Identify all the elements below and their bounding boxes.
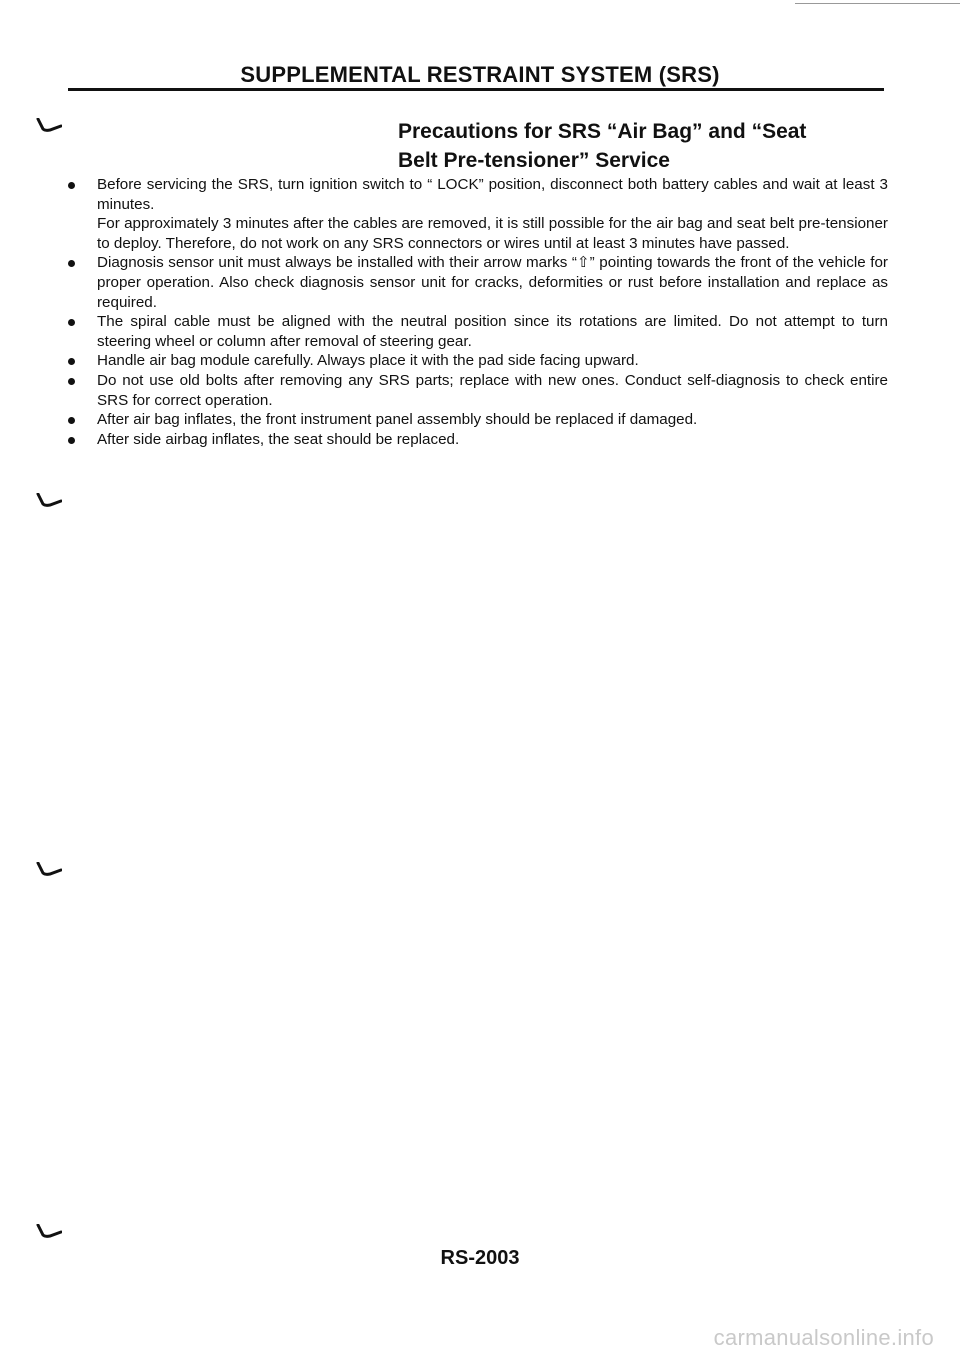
section-title-line-1: Precautions for SRS “Air Bag” and “Seat — [398, 120, 807, 143]
list-item — [68, 371, 888, 410]
list-item-text: Do not use old bolts after removing any SRS parts; replace with new ones. Conduct self-diagnosis to check entire SRS for correct operation. — [97, 371, 888, 409]
top-edge-rule — [795, 3, 960, 4]
hook-mark-icon — [36, 493, 62, 507]
hook-mark-icon — [36, 862, 62, 876]
page-number: RS-2003 — [440, 1247, 520, 1269]
section-title-line-2: Belt Pre-tensioner” Service — [398, 149, 670, 172]
bullet-dot-icon — [68, 417, 75, 424]
precaution-list — [68, 175, 888, 449]
bullet-dot-icon — [68, 358, 75, 365]
bullet-dot-icon — [68, 182, 75, 189]
header-rule — [68, 88, 884, 91]
list-item-text: Diagnosis sensor unit must always be installed with their arrow marks “⇧” pointing towards the front of the vehicle for proper operation. Also check diagnosis sensor unit for cracks, deformities or rust before installation and replace as required. — [97, 254, 888, 311]
list-item-text-continued: For approximately 3 minutes after the cables are removed, it is still possible for the air bag and seat belt pre-tensioner to deploy. Therefore, do not work on any SRS connectors or wires until at least 3 minutes have passed. — [97, 215, 888, 252]
list-item-text: After side airbag inflates, the seat should be replaced. — [97, 430, 460, 448]
list-item — [68, 175, 888, 253]
list-item-text: The spiral cable must be aligned with the neutral position since its rotations are limited. Do not attempt to turn steering wheel or column after removal of steering gear. — [97, 313, 888, 350]
list-item — [68, 430, 888, 450]
watermark: carmanualsonline.info — [713, 1325, 934, 1350]
bullet-dot-icon — [68, 437, 75, 444]
list-item — [68, 253, 888, 312]
list-item — [68, 312, 888, 351]
page-header-title: SUPPLEMENTAL RESTRAINT SYSTEM (SRS) — [240, 62, 720, 87]
list-item-text: Handle air bag module carefully. Always place it with the pad side facing upward. — [97, 352, 639, 370]
bullet-dot-icon — [68, 378, 75, 385]
list-item-text: Before servicing the SRS, turn ignition switch to “ LOCK” position, disconnect both battery cables and wait at least 3 minutes. — [97, 176, 888, 213]
list-item — [68, 410, 888, 430]
hook-mark-icon — [36, 118, 62, 132]
bullet-dot-icon — [68, 260, 75, 267]
list-item-text: After air bag inflates, the front instrument panel assembly should be replaced if damaged. — [97, 411, 698, 429]
list-item — [68, 351, 888, 371]
bullet-dot-icon — [68, 319, 75, 326]
section-title — [398, 117, 878, 175]
hook-mark-icon — [36, 1224, 62, 1238]
